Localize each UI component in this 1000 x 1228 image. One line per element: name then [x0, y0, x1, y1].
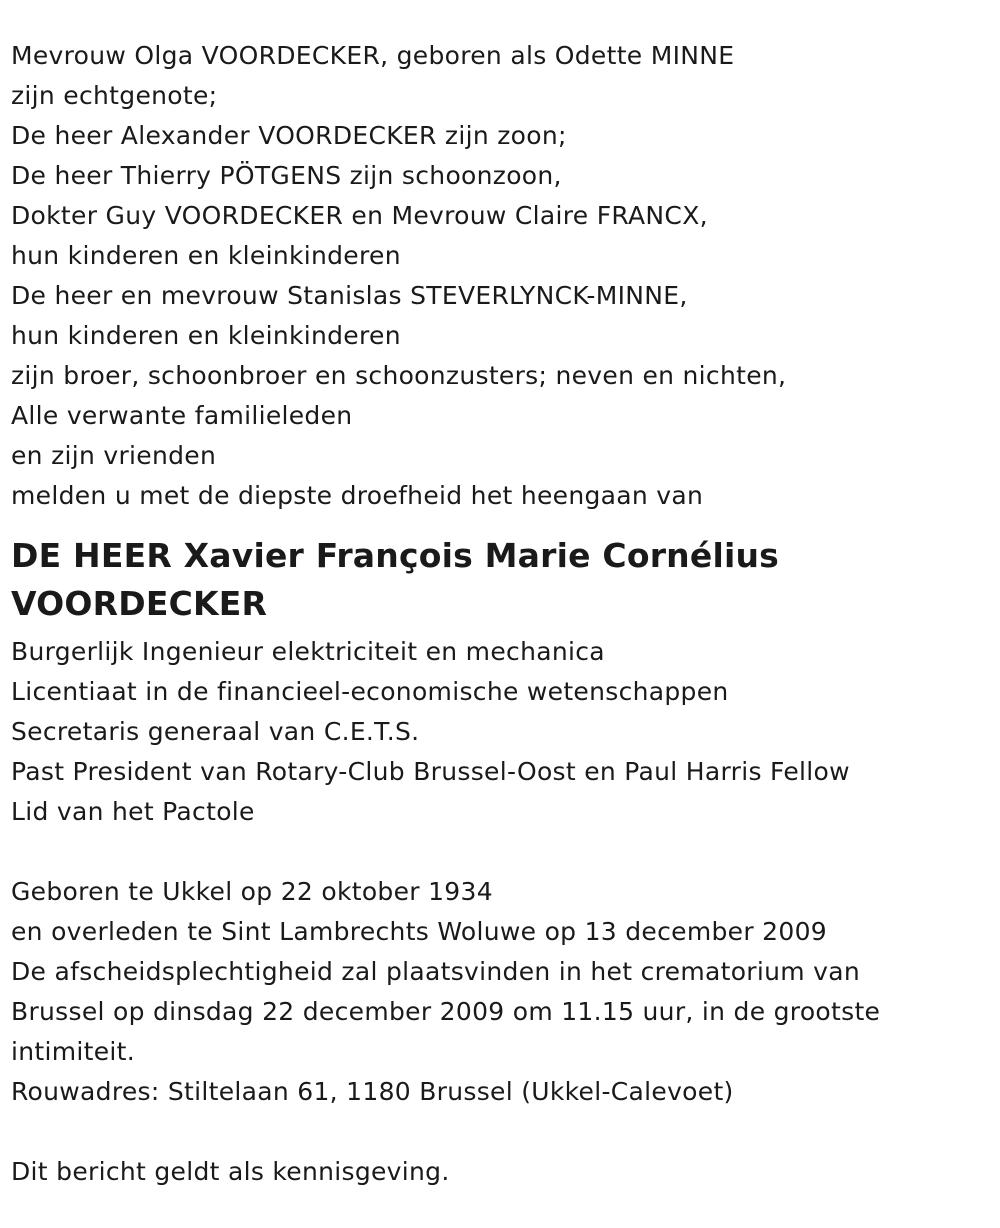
- deceased-name: [11, 532, 1000, 628]
- closing-line: Dit bericht geldt als kennisgeving.: [11, 1157, 450, 1186]
- intro-line: hun kinderen en kleinkinderen: [11, 241, 401, 270]
- family-announcement: [11, 36, 1000, 516]
- ceremony-line: Brussel op dinsdag 22 december 2009 om 11.15 uur, in de grootste: [11, 997, 881, 1026]
- deceased-name-line-1: DE HEER Xavier François Marie Cornélius: [11, 536, 780, 575]
- mourning-address: Rouwadres: Stiltelaan 61, 1180 Brussel (Ukkel-Calevoet): [11, 1077, 734, 1106]
- intro-line: De heer Thierry PÖTGENS zijn schoonzoon,: [11, 161, 562, 190]
- intro-line: Dokter Guy VOORDECKER en Mevrouw Claire FRANCX,: [11, 201, 708, 230]
- birth-line: Geboren te Ukkel op 22 oktober 1934: [11, 877, 493, 906]
- title-line: Lid van het Pactole: [11, 797, 255, 826]
- title-line: Burgerlijk Ingenieur elektriciteit en mechanica: [11, 637, 605, 666]
- intro-line: zijn broer, schoonbroer en schoonzusters; neven en nichten,: [11, 361, 787, 390]
- intro-line: melden u met de diepste droefheid het heengaan van: [11, 481, 704, 510]
- intro-line: De heer Alexander VOORDECKER zijn zoon;: [11, 121, 567, 150]
- intro-line: hun kinderen en kleinkinderen: [11, 321, 401, 350]
- intro-line: zijn echtgenote;: [11, 81, 218, 110]
- title-line: Past President van Rotary-Club Brussel-Oost en Paul Harris Fellow: [11, 757, 850, 786]
- ceremony-line: intimiteit.: [11, 1037, 136, 1066]
- title-line: Licentiaat in de financieel-economische wetenschappen: [11, 677, 729, 706]
- spacer: [11, 832, 1000, 872]
- intro-line: De heer en mevrouw Stanislas STEVERLYNCK-MINNE,: [11, 281, 688, 310]
- death-line: en overleden te Sint Lambrechts Woluwe op 13 december 2009: [11, 917, 827, 946]
- ceremony-line: De afscheidsplechtigheid zal plaatsvinden in het crematorium van: [11, 957, 861, 986]
- details-block: [11, 872, 1000, 1112]
- title-line: Secretaris generaal van C.E.T.S.: [11, 717, 420, 746]
- titles-list: [11, 632, 1000, 832]
- spacer: [11, 1112, 1000, 1152]
- intro-line: Alle verwante familieleden: [11, 401, 353, 430]
- intro-line: en zijn vrienden: [11, 441, 217, 470]
- deceased-name-line-2: VOORDECKER: [11, 584, 268, 623]
- intro-line: Mevrouw Olga VOORDECKER, geboren als Odette MINNE: [11, 41, 735, 70]
